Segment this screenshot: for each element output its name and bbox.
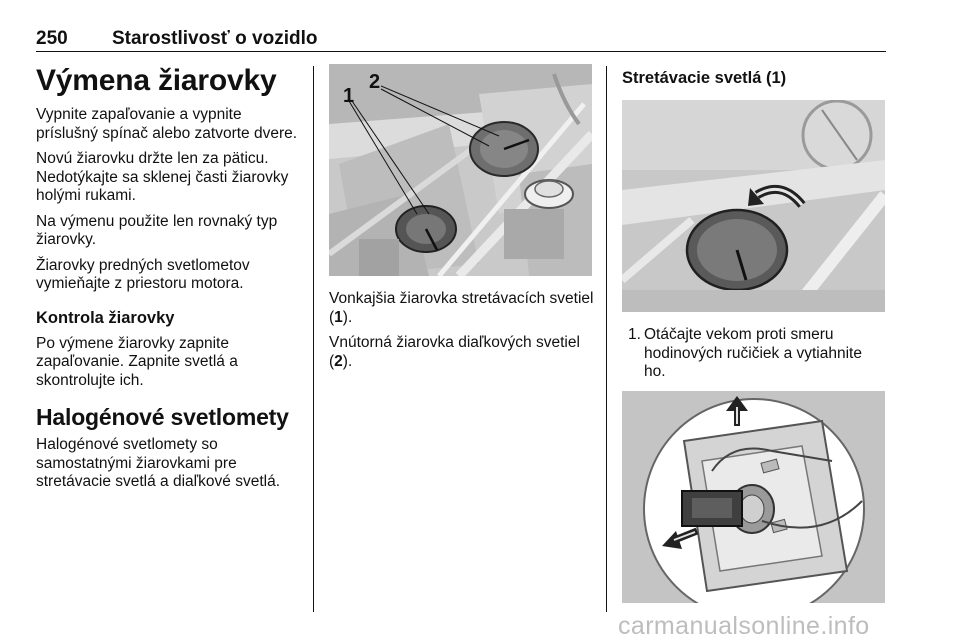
headlamp-cap-illustration — [622, 100, 885, 312]
paragraph: Žiarovky predných svetlometov vymieňajte z priestoru motora. — [36, 256, 250, 292]
engine-bay-illustration — [329, 64, 592, 276]
watermark: carmanualsonline.info — [618, 612, 870, 640]
column-divider-left — [313, 66, 314, 612]
section-title-bulb-replacement: Výmena žiarovky — [36, 64, 277, 97]
page-number: 250 — [36, 28, 68, 49]
step-text: Otáčajte vekom proti smeru hodinových ručičiek a vytiahnite ho. — [644, 326, 862, 380]
bulb-connector-illustration — [622, 391, 885, 603]
section-title-halogen: Halogénové svetlomety — [36, 404, 289, 430]
subheading-bulb-check: Kontrola žiarovky — [36, 308, 175, 327]
paragraph: Halogénové svetlomety so samostatnými žiarovkami pre stretávacie svetlá a diaľkové svetlá. — [36, 436, 281, 490]
paragraph: Novú žiarovku držte len za päticu. Nedotýkajte sa sklenej časti žiarovky holými rukami. — [36, 150, 289, 204]
instruction-steps — [622, 326, 886, 382]
page-header — [36, 28, 886, 52]
step-number: 1. — [628, 326, 641, 343]
caption-inner-bulb: Vnútorná žiarovka diaľkových svetiel (2). — [329, 334, 580, 370]
column-divider-right — [606, 66, 607, 612]
caption-outer-bulb: Vonkajšia žiarovka stretávacích svetiel (1). — [329, 290, 594, 326]
column-1 — [36, 64, 304, 499]
instruction-step — [622, 326, 886, 382]
figure-label-1: 1 — [343, 85, 355, 107]
figure-label-2: 2 — [369, 71, 381, 93]
subheading-low-beam: Stretávacie svetlá (1) — [622, 69, 787, 87]
paragraph: Vypnite zapaľovanie a vypnite príslušný spínač alebo zatvorte dvere. — [36, 106, 298, 142]
running-title: Starostlivosť o vozidlo — [112, 28, 318, 49]
column-3 — [622, 64, 886, 603]
paragraph: Na výmenu použite len rovnaký typ žiarovky. — [36, 212, 278, 248]
paragraph: Po výmene žiarovky zapnite zapaľovanie. Zapnite svetlá a skontrolujte ich. — [36, 334, 238, 389]
column-2 — [329, 64, 597, 378]
